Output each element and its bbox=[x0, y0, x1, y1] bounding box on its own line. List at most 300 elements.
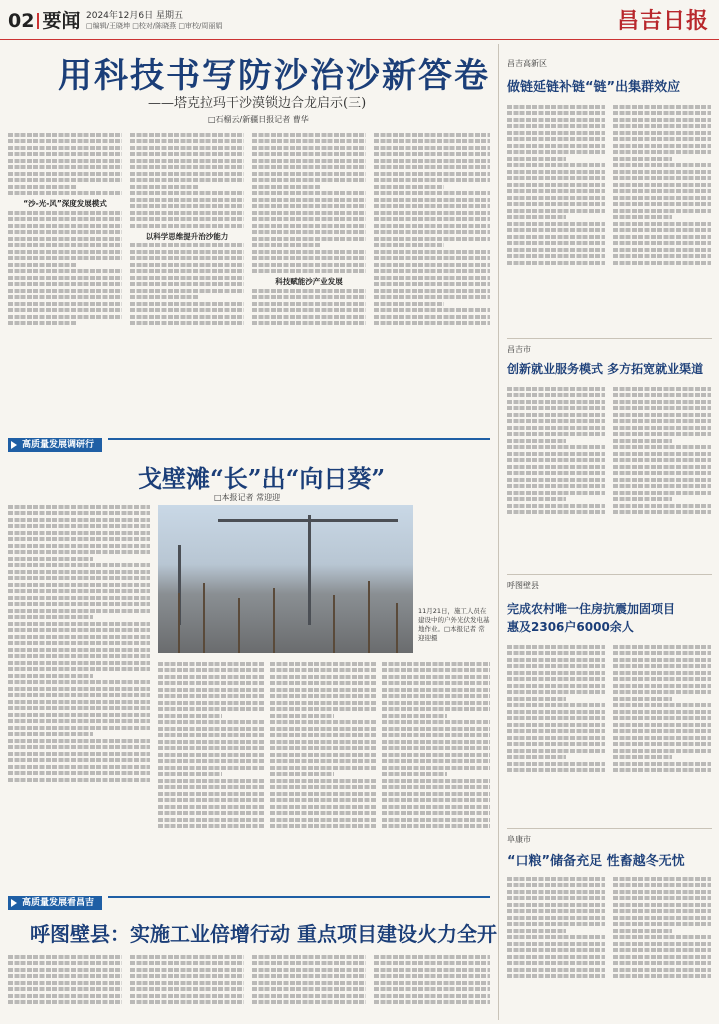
brief3-headline-line1: 完成农村唯一住房抗震加固项目 bbox=[507, 602, 676, 616]
body-text-line bbox=[270, 707, 376, 711]
body-text-line bbox=[507, 510, 605, 514]
body-text-line bbox=[507, 248, 605, 252]
body-text-line bbox=[8, 146, 122, 150]
body-text-line bbox=[507, 671, 605, 675]
body-text-line bbox=[270, 772, 334, 776]
body-text-line bbox=[8, 713, 150, 717]
body-text-line bbox=[382, 662, 490, 666]
body-text-line bbox=[613, 393, 711, 397]
body-text-line bbox=[8, 524, 150, 528]
body-text-line bbox=[252, 224, 366, 228]
body-text-line bbox=[613, 419, 711, 423]
construction-photo bbox=[158, 505, 413, 653]
body-text-line bbox=[613, 890, 711, 894]
body-text-line bbox=[613, 400, 711, 404]
body-text-line bbox=[382, 733, 490, 737]
body-text-line bbox=[252, 139, 366, 143]
body-text-line bbox=[613, 406, 711, 410]
section-banner-label: 高质量发展调研行 bbox=[8, 438, 102, 452]
body-text-line bbox=[613, 961, 711, 965]
body-text-line bbox=[8, 635, 150, 639]
body-text-line bbox=[507, 439, 566, 443]
body-text-line bbox=[374, 321, 490, 325]
section-name: 要闻 bbox=[42, 10, 81, 32]
body-text-line bbox=[613, 248, 711, 252]
body-text-line bbox=[158, 772, 222, 776]
body-text-line bbox=[252, 961, 366, 965]
body-text-line bbox=[374, 994, 490, 998]
body-text-line bbox=[613, 762, 711, 766]
body-text-line bbox=[8, 531, 150, 535]
body-text-line bbox=[613, 105, 711, 109]
body-text-line bbox=[507, 716, 605, 720]
feature-body-col-3 bbox=[270, 659, 376, 892]
body-text-line bbox=[252, 256, 366, 260]
body-text-line bbox=[507, 432, 605, 436]
body-text-line bbox=[158, 746, 264, 750]
body-text-line bbox=[507, 762, 605, 766]
body-text-line bbox=[8, 172, 122, 176]
body-text-line bbox=[374, 968, 490, 972]
body-text-line bbox=[613, 491, 711, 495]
body-text-line bbox=[613, 948, 711, 952]
body-text-line bbox=[382, 746, 490, 750]
body-text-line bbox=[613, 651, 711, 655]
body-text-line bbox=[8, 955, 122, 959]
body-text-line bbox=[382, 766, 490, 770]
body-text-line bbox=[8, 159, 122, 163]
body-text-line bbox=[158, 675, 264, 679]
body-text-line bbox=[252, 315, 366, 319]
body-text-line bbox=[507, 222, 605, 226]
body-text-line bbox=[374, 224, 490, 228]
body-text-line bbox=[252, 172, 366, 176]
body-text-line bbox=[8, 778, 150, 782]
body-text-line bbox=[130, 302, 244, 306]
body-text-line bbox=[613, 124, 711, 128]
body-text-line bbox=[613, 189, 711, 193]
body-text-line bbox=[8, 557, 93, 561]
body-text-line bbox=[252, 263, 366, 267]
editor-credits: □编辑/王晓坤 □校对/陈晓燕 □审校/周丽娟 bbox=[86, 22, 223, 30]
brief3-headline-line2: 惠及2306户6000余人 bbox=[507, 620, 634, 634]
section-banner-rule bbox=[108, 896, 490, 898]
body-text-line bbox=[8, 315, 122, 319]
lead-subhead-3: 科技赋能沙产业发展 bbox=[275, 277, 343, 286]
body-text-line bbox=[8, 961, 122, 965]
body-text-line bbox=[130, 263, 244, 267]
body-text-line bbox=[130, 276, 244, 280]
body-text-line bbox=[158, 694, 264, 698]
body-text-line bbox=[507, 400, 605, 404]
body-text-line bbox=[382, 720, 490, 724]
body-text-line bbox=[507, 170, 605, 174]
body-text-line bbox=[613, 111, 711, 115]
body-text-line bbox=[507, 651, 605, 655]
body-text-line bbox=[613, 452, 711, 456]
body-text-line bbox=[507, 677, 605, 681]
body-text-line bbox=[270, 785, 376, 789]
body-text-line bbox=[130, 224, 244, 228]
body-text-line bbox=[158, 753, 264, 757]
brief4-headline: “口粮”储备充足 性畜越冬无忧 bbox=[507, 854, 685, 869]
body-text-line bbox=[382, 772, 447, 776]
body-text-line bbox=[613, 671, 711, 675]
body-text-line bbox=[613, 445, 711, 449]
rebar-column bbox=[333, 595, 335, 653]
body-text-line bbox=[130, 987, 244, 991]
body-text-line bbox=[252, 981, 366, 985]
body-text-line bbox=[382, 785, 490, 789]
body-text-line bbox=[613, 955, 711, 959]
body-text-line bbox=[158, 740, 264, 744]
body-text-line bbox=[252, 289, 366, 293]
body-text-line bbox=[130, 146, 244, 150]
lead-subtitle: ——塔克拉玛干沙漠锁边合龙启示(三) bbox=[148, 96, 367, 111]
body-text-line bbox=[158, 805, 264, 809]
body-text-line bbox=[507, 755, 566, 759]
body-text-line bbox=[270, 766, 376, 770]
body-text-line bbox=[374, 955, 490, 959]
body-text-line bbox=[8, 139, 122, 143]
body-text-line bbox=[507, 413, 605, 417]
body-text-line bbox=[613, 942, 711, 946]
body-text-line bbox=[613, 176, 711, 180]
brief-column bbox=[498, 44, 712, 1020]
body-text-line bbox=[613, 202, 711, 206]
body-text-line bbox=[613, 228, 711, 232]
body-text-line bbox=[130, 250, 244, 254]
body-text-line bbox=[252, 191, 366, 195]
body-text-line bbox=[507, 645, 605, 649]
body-text-line bbox=[8, 185, 76, 189]
body-text-line bbox=[374, 185, 444, 189]
body-text-line bbox=[252, 308, 366, 312]
body-text-line bbox=[507, 955, 605, 959]
crane-jib bbox=[218, 519, 398, 522]
body-text-line bbox=[8, 987, 122, 991]
rebar-column bbox=[368, 581, 370, 653]
body-text-line bbox=[130, 165, 244, 169]
body-text-line bbox=[252, 230, 366, 234]
body-text-line bbox=[613, 484, 711, 488]
brief-divider bbox=[507, 338, 712, 339]
body-text-line bbox=[613, 710, 711, 714]
body-text-line bbox=[507, 150, 605, 154]
newspaper-logo: 昌吉日报 bbox=[616, 8, 709, 34]
body-text-line bbox=[158, 785, 264, 789]
body-text-line bbox=[252, 302, 366, 306]
brief3-body-col-2 bbox=[613, 642, 711, 822]
body-text-line bbox=[8, 745, 150, 749]
body-text-line bbox=[507, 497, 566, 501]
body-text-line bbox=[382, 740, 490, 744]
body-text-line bbox=[270, 688, 376, 692]
body-text-line bbox=[8, 165, 122, 169]
body-text-line bbox=[270, 759, 376, 763]
body-text-line bbox=[507, 118, 605, 122]
body-text-line bbox=[374, 191, 490, 195]
body-text-line bbox=[252, 211, 366, 215]
body-text-line bbox=[507, 504, 605, 508]
body-text-line bbox=[374, 269, 490, 273]
body-text-line bbox=[507, 452, 605, 456]
body-text-line bbox=[8, 250, 122, 254]
lead-body-col-1 bbox=[8, 130, 122, 420]
body-text-line bbox=[374, 315, 490, 319]
body-text-line bbox=[613, 922, 711, 926]
bottom-body-col-2 bbox=[130, 952, 244, 1020]
body-text-line bbox=[613, 645, 711, 649]
body-text-line bbox=[613, 497, 672, 501]
body-text-line bbox=[130, 139, 244, 143]
body-text-line bbox=[270, 753, 376, 757]
body-text-line bbox=[252, 204, 366, 208]
body-text-line bbox=[613, 215, 672, 219]
body-text-line bbox=[8, 648, 150, 652]
issue-date: 2024年12月6日 星期五 bbox=[86, 11, 183, 21]
body-text-line bbox=[613, 222, 711, 226]
body-text-line bbox=[130, 289, 244, 293]
body-text-line bbox=[158, 759, 264, 763]
body-text-line bbox=[270, 694, 376, 698]
body-text-line bbox=[8, 732, 93, 736]
body-text-line bbox=[507, 903, 605, 907]
body-text-line bbox=[130, 282, 244, 286]
body-text-line bbox=[8, 237, 122, 241]
body-text-line bbox=[507, 458, 605, 462]
body-text-line bbox=[382, 805, 490, 809]
body-text-line bbox=[374, 295, 490, 299]
body-text-line bbox=[382, 707, 490, 711]
body-text-line bbox=[252, 178, 366, 182]
body-text-line bbox=[613, 504, 711, 508]
body-text-line bbox=[507, 729, 605, 733]
lead-body-col-2 bbox=[130, 130, 244, 420]
brief2-body-col-1 bbox=[507, 384, 605, 569]
body-text-line bbox=[613, 742, 711, 746]
body-text-line bbox=[8, 563, 150, 567]
body-text-line bbox=[158, 662, 264, 666]
body-text-line bbox=[8, 758, 150, 762]
body-text-line bbox=[8, 537, 150, 541]
body-text-line bbox=[374, 204, 490, 208]
body-text-line bbox=[507, 124, 605, 128]
body-text-line bbox=[158, 779, 264, 783]
body-text-line bbox=[507, 163, 605, 167]
brief2-body-col-2 bbox=[613, 384, 711, 569]
body-text-line bbox=[613, 254, 711, 258]
body-text-line bbox=[507, 393, 605, 397]
body-text-line bbox=[382, 818, 490, 822]
body-text-line bbox=[8, 981, 122, 985]
lead-body-col-3 bbox=[252, 130, 366, 420]
body-text-line bbox=[382, 701, 490, 705]
body-text-line bbox=[507, 690, 605, 694]
body-text-line bbox=[507, 916, 605, 920]
body-text-line bbox=[130, 217, 244, 221]
body-text-line bbox=[507, 484, 605, 488]
body-text-line bbox=[8, 224, 122, 228]
lead-body-col-4 bbox=[374, 130, 490, 420]
body-text-line bbox=[613, 478, 711, 482]
body-text-line bbox=[613, 658, 711, 662]
photo-caption: 11月21日，施工人员在建设中的户外光伏发电基地作业。□本报记者 常迎迎摄 bbox=[418, 607, 490, 642]
body-text-line bbox=[507, 948, 605, 952]
body-text-line bbox=[8, 302, 122, 306]
section-banner-changji bbox=[8, 890, 490, 908]
body-text-line bbox=[382, 714, 447, 718]
body-text-line bbox=[8, 589, 150, 593]
body-text-line bbox=[158, 824, 264, 828]
brief4-body-col-1 bbox=[507, 874, 605, 1019]
body-text-line bbox=[8, 152, 122, 156]
body-text-line bbox=[613, 716, 711, 720]
body-text-line bbox=[613, 235, 711, 239]
body-text-line bbox=[374, 961, 490, 965]
body-text-line bbox=[613, 118, 711, 122]
body-text-line bbox=[8, 596, 150, 600]
body-text-line bbox=[8, 570, 150, 574]
body-text-line bbox=[507, 942, 605, 946]
body-text-line bbox=[507, 896, 605, 900]
body-text-line bbox=[130, 204, 244, 208]
body-text-line bbox=[130, 321, 244, 325]
body-text-line bbox=[8, 719, 150, 723]
body-text-line bbox=[613, 877, 711, 881]
body-text-line bbox=[270, 675, 376, 679]
body-text-line bbox=[613, 510, 711, 514]
body-text-line bbox=[507, 465, 605, 469]
body-text-line bbox=[374, 263, 490, 267]
body-text-line bbox=[130, 152, 244, 156]
body-text-line bbox=[8, 211, 122, 215]
body-text-line bbox=[130, 961, 244, 965]
body-text-line bbox=[270, 714, 334, 718]
body-text-line bbox=[507, 105, 605, 109]
body-text-line bbox=[8, 752, 150, 756]
brief4-kicker: 阜康市 bbox=[507, 835, 531, 844]
masthead bbox=[0, 0, 719, 40]
body-text-line bbox=[613, 458, 711, 462]
body-text-line bbox=[507, 131, 605, 135]
body-text-line bbox=[8, 602, 150, 606]
rebar-column bbox=[273, 588, 275, 653]
body-text-line bbox=[130, 211, 244, 215]
body-text-line bbox=[8, 628, 150, 632]
body-text-line bbox=[507, 235, 605, 239]
body-text-line bbox=[374, 981, 490, 985]
body-text-line bbox=[130, 968, 244, 972]
body-text-line bbox=[158, 720, 264, 724]
body-text-line bbox=[158, 798, 264, 802]
body-text-line bbox=[382, 681, 490, 685]
body-text-line bbox=[613, 909, 711, 913]
body-text-line bbox=[158, 707, 264, 711]
body-text-line bbox=[8, 615, 93, 619]
body-text-line bbox=[507, 877, 605, 881]
body-text-line bbox=[8, 276, 122, 280]
body-text-line bbox=[382, 688, 490, 692]
body-text-line bbox=[270, 818, 376, 822]
body-text-line bbox=[613, 703, 711, 707]
body-text-line bbox=[130, 172, 244, 176]
body-text-line bbox=[507, 426, 605, 430]
brief3-body-col-1 bbox=[507, 642, 605, 822]
body-text-line bbox=[507, 471, 605, 475]
body-text-line bbox=[8, 263, 76, 267]
section-banner-label: 高质量发展看昌吉 bbox=[8, 896, 102, 910]
body-text-line bbox=[252, 185, 320, 189]
body-text-line bbox=[374, 172, 490, 176]
body-text-line bbox=[270, 727, 376, 731]
body-text-line bbox=[507, 261, 605, 265]
body-text-line bbox=[507, 664, 605, 668]
body-text-line bbox=[613, 755, 672, 759]
body-text-line bbox=[270, 792, 376, 796]
body-text-line bbox=[507, 658, 605, 662]
body-text-line bbox=[8, 243, 122, 247]
body-text-line bbox=[8, 511, 150, 515]
body-text-line bbox=[158, 766, 264, 770]
lead-subhead-1: “沙-光-风”深度发展模式 bbox=[23, 199, 107, 208]
body-text-line bbox=[507, 215, 566, 219]
body-text-line bbox=[270, 811, 376, 815]
body-text-line bbox=[374, 243, 444, 247]
brief3-kicker: 呼图壁县 bbox=[507, 581, 539, 590]
body-text-line bbox=[374, 302, 444, 306]
body-text-line bbox=[8, 739, 150, 743]
body-text-line bbox=[613, 690, 711, 694]
body-text-line bbox=[613, 196, 711, 200]
body-text-line bbox=[270, 668, 376, 672]
body-text-line bbox=[130, 955, 244, 959]
body-text-line bbox=[130, 308, 244, 312]
rebar-column bbox=[396, 603, 398, 653]
rebar-column bbox=[178, 593, 180, 653]
body-text-line bbox=[507, 137, 605, 141]
body-text-line bbox=[252, 974, 366, 978]
body-text-line bbox=[8, 667, 150, 671]
body-text-line bbox=[613, 883, 711, 887]
body-text-line bbox=[158, 668, 264, 672]
body-text-line bbox=[507, 890, 605, 894]
body-text-line bbox=[130, 198, 244, 202]
body-text-line bbox=[8, 680, 150, 684]
body-text-line bbox=[130, 974, 244, 978]
body-text-line bbox=[507, 491, 605, 495]
body-text-line bbox=[374, 256, 490, 260]
body-text-line bbox=[613, 413, 711, 417]
body-text-line bbox=[507, 742, 605, 746]
body-text-line bbox=[613, 768, 711, 772]
body-text-line bbox=[374, 230, 490, 234]
body-text-line bbox=[130, 1000, 244, 1004]
body-text-line bbox=[374, 974, 490, 978]
body-text-line bbox=[613, 729, 711, 733]
body-text-line bbox=[507, 768, 605, 772]
body-text-line bbox=[507, 144, 605, 148]
body-text-line bbox=[507, 968, 605, 972]
body-text-line bbox=[507, 883, 605, 887]
body-text-line bbox=[130, 191, 244, 195]
body-text-line bbox=[507, 254, 605, 258]
body-text-line bbox=[270, 733, 376, 737]
body-text-line bbox=[8, 687, 150, 691]
body-text-line bbox=[8, 576, 150, 580]
brief1-headline: 做链延链补链“链”出集群效应 bbox=[507, 80, 681, 95]
body-text-line bbox=[130, 178, 244, 182]
